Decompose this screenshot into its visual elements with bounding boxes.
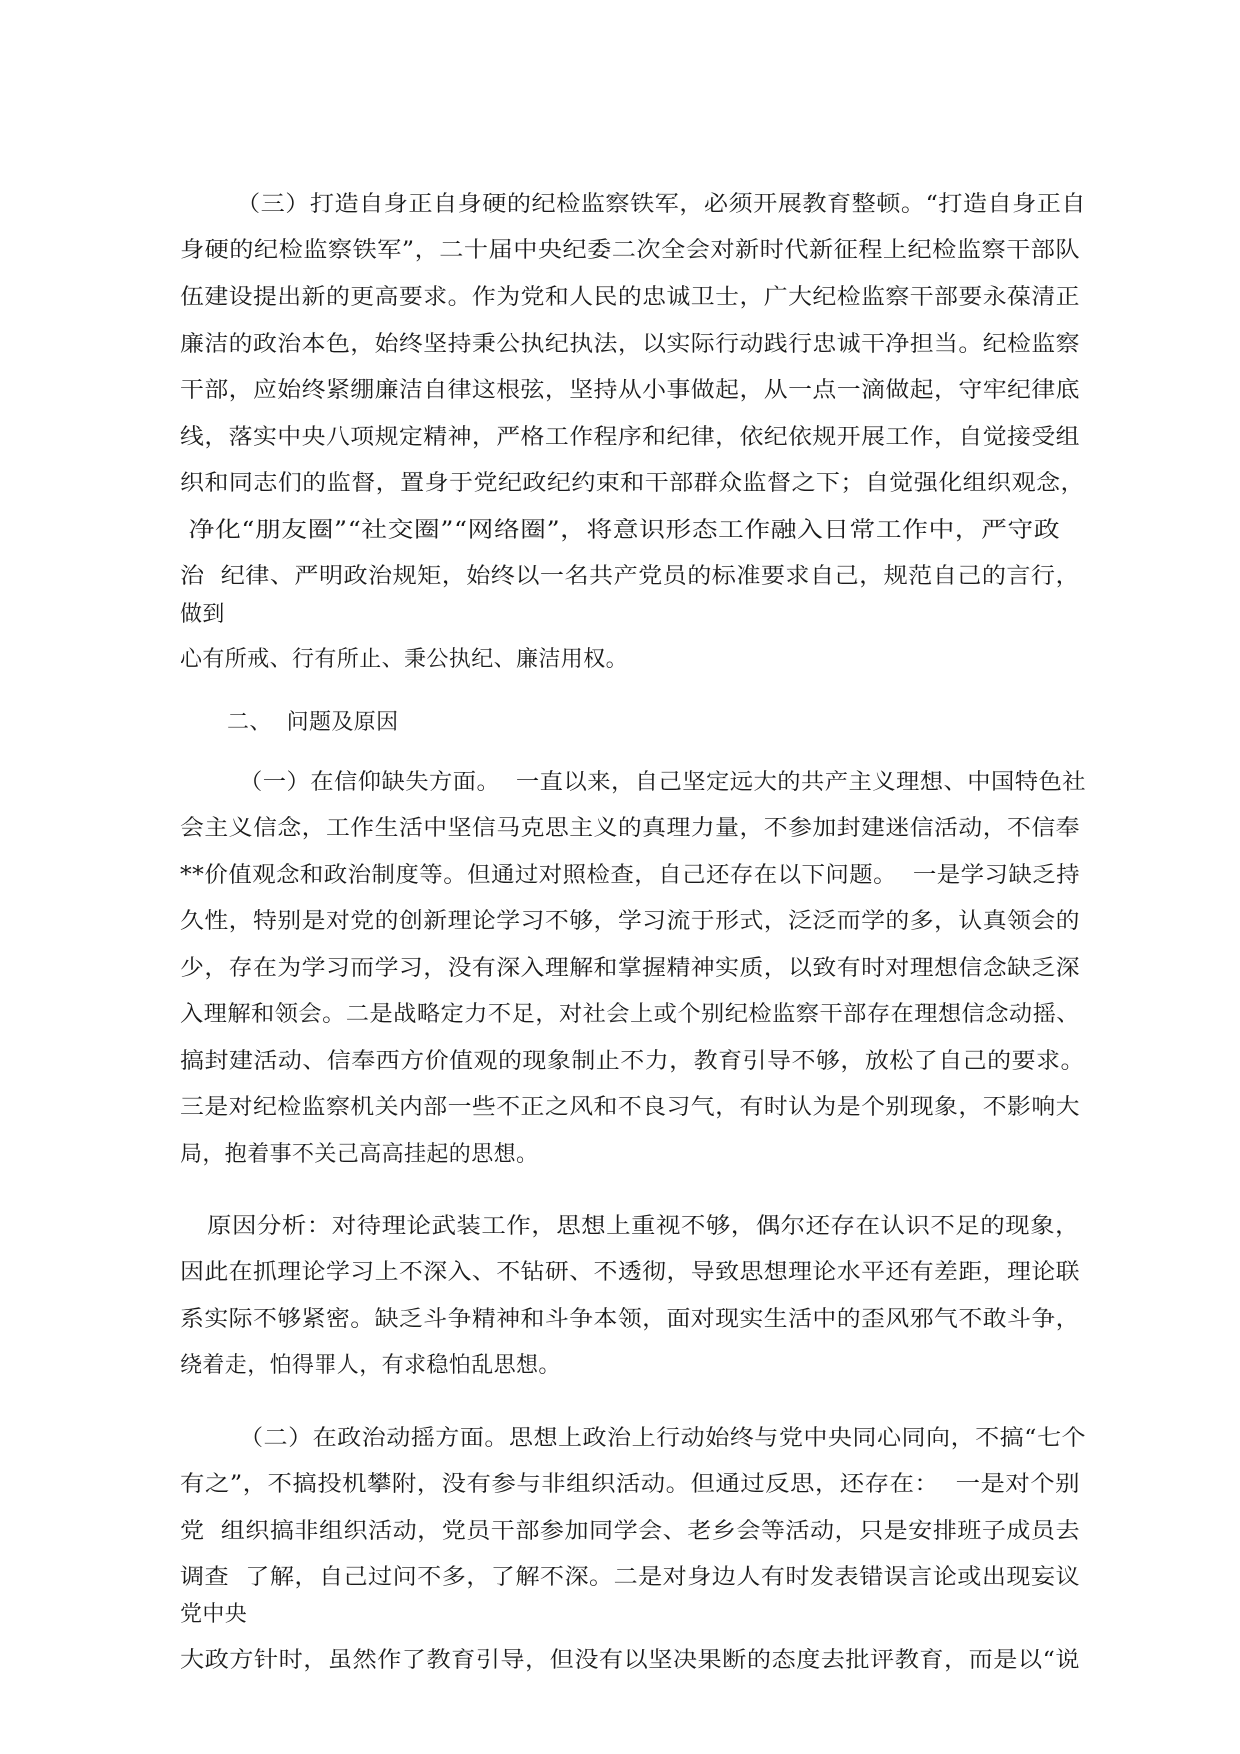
- paragraph-line: 久性，特别是对党的创新理论学习不够，学习流于形式，泛泛而学的多，认真领会的: [180, 909, 1081, 934]
- paragraph-line: 干部，应始终紧绷廉洁自律这根弦，坚持从小事做起，从一点一滴做起，守牢纪律底: [180, 378, 1081, 403]
- paragraph-line: （三）打造自身正自身硬的纪检监察铁军，必须开展教育整顿。“打造自身正自: [236, 192, 1087, 217]
- section-heading: 二、 问题及原因: [227, 710, 399, 735]
- paragraph-line: 少，存在为学习而学习，没有深入理解和掌握精神实质，以致有时对理想信念缺乏深: [180, 956, 1081, 981]
- paragraph-line: 心有所戒、行有所止、秉公执纪、廉洁用权。: [180, 647, 629, 672]
- paragraph-line: 廉洁的政治本色，始终坚持秉公执纪执法，以实际行动践行忠诚干净担当。纪检监察: [180, 332, 1081, 357]
- paragraph-line: 做到: [180, 602, 225, 627]
- paragraph-line: （二）在政治动摇方面。思想上政治上行动始终与党中央同心同向，不搞“七个: [239, 1426, 1087, 1451]
- paragraph-line: 净化“朋友圈”“社交圈”“网络圈”，将意识形态工作融入日常工作中，严守政: [180, 518, 1061, 543]
- paragraph-line: 搞封建活动、信奉西方价值观的现象制止不力，教育引导不够，放松了自己的要求。: [180, 1049, 1085, 1074]
- paragraph-line: 入理解和领会。二是战略定力不足，对社会上或个别纪检监察干部存在理想信念动摇、: [180, 1002, 1080, 1027]
- paragraph-line: 大政方针时，虽然作了教育引导，但没有以坚决果断的态度去批评教育，而是以“说: [180, 1648, 1081, 1673]
- paragraph-line: 治 纪律、严明政治规矩，始终以一名共产党员的标准要求自己，规范自己的言行，: [180, 564, 1081, 589]
- paragraph-line: 线，落实中央八项规定精神，严格工作程序和纪律，依纪依规开展工作，自觉接受组: [180, 425, 1081, 450]
- paragraph-line: 党 组织搞非组织活动，党员干部参加同学会、老乡会等活动，只是安排班子成员去: [180, 1519, 1081, 1544]
- paragraph-line: 身硬的纪检监察铁军”，二十届中央纪委二次全会对新时代新征程上纪检监察干部队: [180, 238, 1081, 263]
- paragraph-line: 局，抱着事不关己高高挂起的思想。: [180, 1142, 539, 1167]
- paragraph-line: 党中央: [180, 1602, 248, 1627]
- paragraph-line: 调查 了解，自己过问不多，了解不深。二是对身边人有时发表错误言论或出现妄议: [180, 1565, 1081, 1590]
- paragraph-line: 绕着走，怕得罪人，有求稳怕乱思想。: [180, 1353, 561, 1378]
- paragraph-line: 三是对纪检监察机关内部一些不正之风和不良习气，有时认为是个别现象，不影响大: [180, 1095, 1081, 1120]
- paragraph-line: **价值观念和政治制度等。但通过对照检查，自己还存在以下问题。 一是学习缺乏持: [180, 863, 1081, 888]
- paragraph-line: 织和同志们的监督，置身于党纪政纪约束和干部群众监督之下；自觉强化组织观念，: [180, 471, 1085, 496]
- paragraph-line: 会主义信念，工作生活中坚信马克思主义的真理力量，不参加封建迷信活动，不信奉: [180, 816, 1081, 841]
- paragraph-line: 有之”，不搞投机攀附，没有参与非组织活动。但通过反思，还存在： 一是对个别: [180, 1472, 1080, 1497]
- paragraph-line: 系实际不够紧密。缺乏斗争精神和斗争本领，面对现实生活中的歪风邪气不敢斗争，: [180, 1307, 1081, 1332]
- paragraph-line: （一）在信仰缺失方面。 一直以来，自己坚定远大的共产主义理想、中国特色社: [239, 770, 1086, 795]
- paragraph-line: 原因分析：对待理论武装工作，思想上重视不够，偶尔还存在认识不足的现象，: [207, 1214, 1081, 1239]
- paragraph-line: 伍建设提出新的更高要求。作为党和人民的忠诚卫士，广大纪检监察干部要永葆清正: [180, 285, 1081, 310]
- paragraph-line: 因此在抓理论学习上不深入、不钻研、不透彻，导致思想理论水平还有差距，理论联: [180, 1260, 1081, 1285]
